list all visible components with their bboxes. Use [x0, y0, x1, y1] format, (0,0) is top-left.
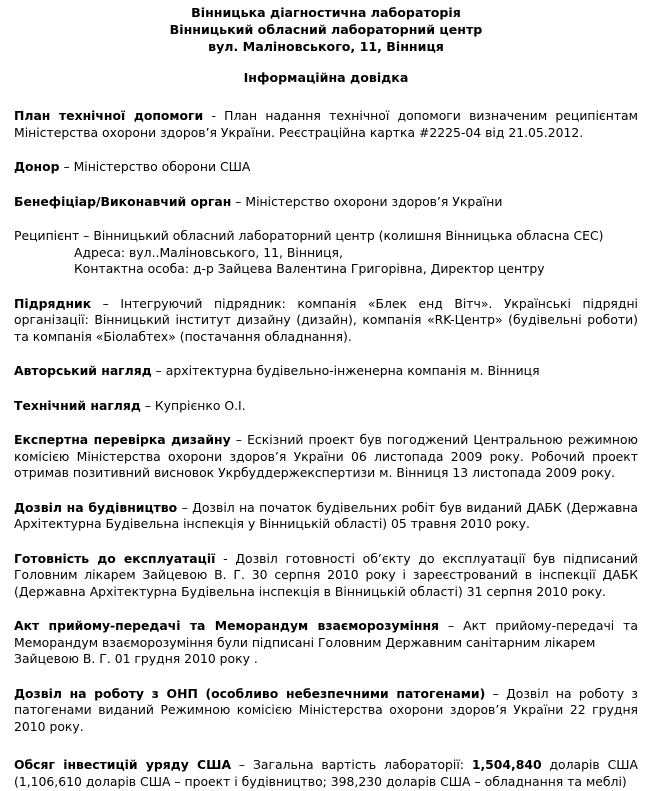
section-donor-text: – Міністерство оборони США: [59, 159, 251, 174]
section-acceptance: [14, 618, 638, 668]
section-readiness-label: Готовність до експлуатації: [14, 550, 216, 566]
section-author-supervision-text: – архітектурна будівельно-інженерна компанія м. Вінниця: [151, 363, 540, 378]
section-construction-permit-label: Дозвіл на будівництво: [14, 499, 178, 515]
section-investment-text-after: доларів США (1,106,610 доларів США – проект і будівництво; 398,230 доларів США – обладнання та меблі): [14, 757, 638, 789]
section-plan-label: План технічної допомоги: [14, 108, 204, 123]
section-beneficiary: [14, 194, 638, 211]
section-contractor-label: Підрядник: [14, 295, 92, 311]
section-technical-supervision-text: – Купрієнко О.І.: [140, 397, 246, 413]
section-donor-label: Донор: [14, 159, 60, 174]
section-onp-permit-label: Дозвіл на роботу з ОНП (особливо небезпечними патогенами): [14, 685, 486, 701]
section-contractor: [14, 296, 638, 346]
section-onp-permit: [14, 686, 638, 736]
section-beneficiary-label: Бенефіціар/Виконавчий орган: [14, 193, 232, 209]
section-author-supervision-label: Авторський нагляд: [14, 363, 152, 378]
section-technical-supervision-label: Технічний нагляд: [14, 397, 141, 413]
section-investment-text-before: – Загальна вартість лабораторії:: [231, 757, 472, 772]
section-design-review: [14, 432, 638, 482]
section-investment-amount: 1,504,840: [471, 757, 542, 772]
section-investment-label: Обсяг інвестицій уряду США: [14, 757, 232, 772]
section-contractor-text: – Інтегруючий підрядник: компанія «Блек енд Вітч». Українські підрядні організації: Вінницький інститут дизайну (дизайн), компанія «RK-Центр» (будівельні роботи) та компанія «Біолабтех» (постачання обладнання).: [14, 295, 638, 344]
section-readiness-text: - Дозвіл готовності об’єкту до експлуатації був підписаний Головним лікарем Зайцевою В. Г. 30 серпня 2010 року і зареєстрований в інспекції ДАБК (Державна Архітектурна Будівельна інспекція в Вінницькій області) 31 серпня 2010 року.: [14, 550, 638, 599]
section-design-review-label: Експертна перевірка дизайну: [14, 432, 231, 447]
section-recipient-address: Адреса: вул..Маліновського, 11, Вінниця,: [74, 244, 343, 260]
section-investment: [14, 757, 638, 790]
section-technical-supervision: [14, 398, 638, 415]
section-donor: [14, 159, 638, 176]
section-acceptance-text2: Зайцевою В. Г. 01 грудня 2010 року .: [14, 651, 258, 666]
section-readiness: [14, 551, 638, 601]
section-plan: [14, 108, 638, 141]
document-title: Інформаційна довідка: [243, 70, 409, 85]
section-construction-permit: [14, 500, 638, 533]
section-acceptance-label: Акт прийому-передачі та Меморандум взаєморозуміння: [14, 618, 439, 633]
header-center-name: Вінницький обласний лабораторний центр: [169, 22, 483, 37]
section-onp-permit-text: – Дозвіл на роботу з патогенами виданий Режимною комісією Міністерства охорони здоров’я України 22 грудня 2010 року.: [14, 685, 639, 734]
header-lab-name: Вінницька діагностична лабораторія: [191, 5, 461, 20]
section-acceptance-text: – Акт прийому-передачі та Меморандум взаєморозуміння були підписані Головним Державним санітарним лікарем: [14, 618, 638, 650]
section-recipient-text: Реципієнт – Вінницький обласний лабораторний центр (колишня Вінницька обласна СЕС): [14, 228, 604, 243]
section-beneficiary-text: – Міністерство охорони здоров’я України: [231, 193, 503, 209]
section-recipient-contact: Контактна особа: д-р Зайцева Валентина Григорівна, Директор центру: [74, 261, 545, 276]
section-author-supervision: [14, 363, 638, 380]
header-address: вул. Маліновського, 11, Вінниця: [208, 39, 444, 54]
document: [14, 4, 638, 790]
section-construction-permit-text: – Дозвіл на початок будівельних робіт був виданий ДАБК (Державна Архітектурна Будівельна інспекція у Вінницькій області) 05 травня 2010 року.: [14, 499, 638, 531]
section-plan-text: - План надання технічної допомоги визначеним реципієнтам Міністерства охорони здоров’я України. Реєстраційна картка #2225-04 від 21.05.2012.: [14, 108, 638, 140]
section-recipient: [14, 228, 638, 278]
section-design-review-text: – Ескізний проект був погоджений Центральною режимною комісією Міністерства охорони здоров’я України 06 листопада 2009 року. Робочий проект отримав позитивний висновок Укрбуддержекспертизи м. Вінниця 13 листопада 2009 року.: [14, 432, 638, 480]
